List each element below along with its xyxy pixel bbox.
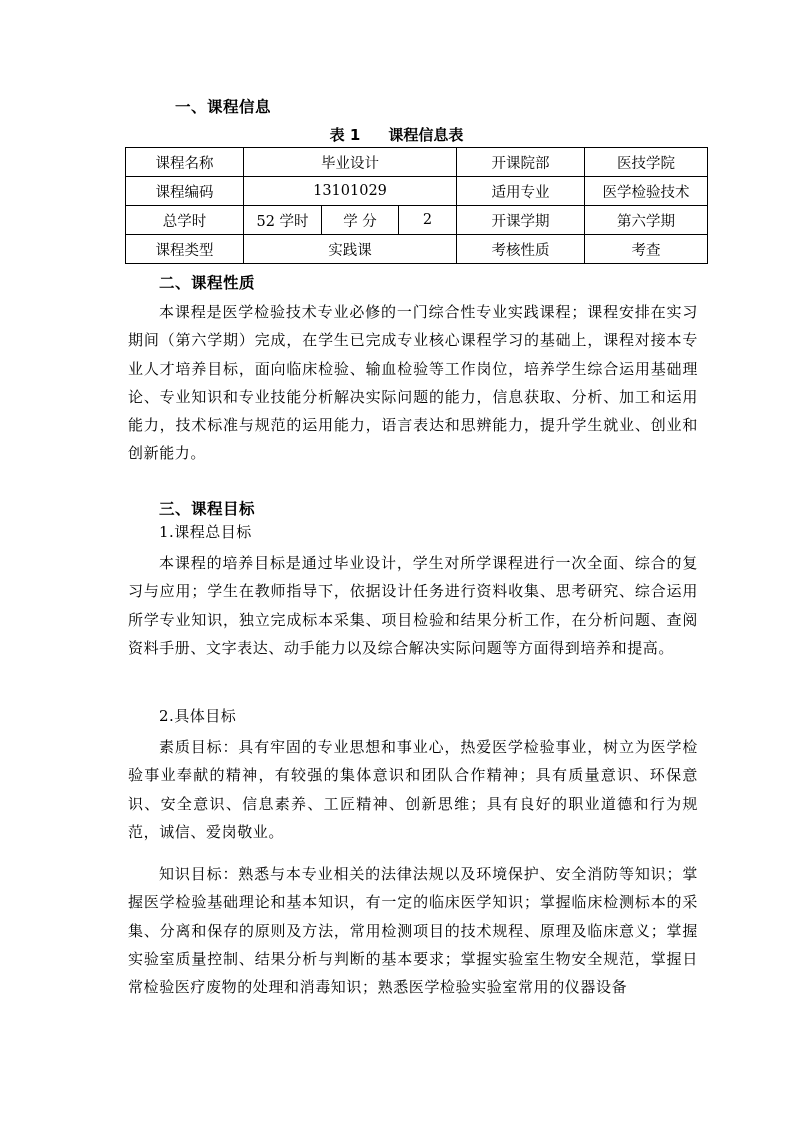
table-row (126, 148, 708, 177)
credits-label: 学 分 (322, 206, 399, 235)
table-row (126, 235, 708, 264)
course-name-value: 毕业设计 (244, 148, 457, 177)
section-heading-course-nature: 二、课程性质 (159, 274, 256, 292)
course-type-value: 实践课 (244, 235, 457, 264)
credits-value: 2 (399, 206, 457, 235)
course-type-label: 课程类型 (126, 235, 244, 264)
section-heading-course-info: 一、课程信息 (175, 98, 272, 116)
course-nature-paragraph: 本课程是医学检验技术专业必修的一门综合性专业实践课程；课程安排在实习期间（第六学期）完成，在学生已完成专业核心课程学习的基础上，课程对接本专业人才培养目标，面向临床检验、输血检验等工作岗位，培养学生综合运用基础理论、专业知识和专业技能分析解决实际问题的能力，信息获取、分析、加工和运用能力，技术标准与规范的运用能力，语言表达和思辨能力，提升学生就业、创业和创新能力。 (128, 303, 698, 463)
course-code-label: 课程编码 (126, 177, 244, 206)
semester-label: 开课学期 (457, 206, 585, 235)
section-heading-course-goals: 三、课程目标 (159, 500, 256, 518)
applicable-major-label: 适用专业 (457, 177, 585, 206)
table-caption (0, 124, 793, 145)
knowledge-goal-paragraph: 知识目标：熟悉与本专业相关的法律法规以及环境保护、安全消防等知识；掌握医学检验基础理论和基本知识，有一定的临床医学知识；掌握临床检测标本的采集、分离和保存的原则及方法，常用检测项目的技术规程、原理及临床意义；掌握实验室质量控制、结果分析与判断的基本要求；掌握实验室生物安全规范，掌握日常检验医疗废物的处理和消毒知识；熟悉医学检验实验室常用的仪器设备 (128, 865, 698, 997)
table-caption-title: 课程信息表 (388, 126, 464, 144)
table-row (126, 206, 708, 235)
quality-goal-paragraph: 素质目标：具有牢固的专业思想和事业心，热爱医学检验事业，树立为医学检验事业奉献的精神，有较强的集体意识和团队合作精神；具有质量意识、环保意识、安全意识、信息素养、工匠精神、创新思维；具有良好的职业道德和行为规范，诚信、爱岗敬业。 (128, 738, 698, 841)
semester-value: 第六学期 (585, 206, 708, 235)
applicable-major-value: 医学检验技术 (585, 177, 708, 206)
course-name-label: 课程名称 (126, 148, 244, 177)
total-hours-value: 52 学时 (244, 206, 322, 235)
assessment-type-label: 考核性质 (457, 235, 585, 264)
total-hours-label: 总学时 (126, 206, 244, 235)
department-value: 医技学院 (585, 148, 708, 177)
course-code-value: 13101029 (244, 177, 457, 206)
table-caption-number: 表 1 (329, 126, 361, 144)
overall-goal-paragraph: 本课程的培养目标是通过毕业设计，学生对所学课程进行一次全面、综合的复习与应用；学生在教师指导下，依据设计任务进行资料收集、思考研究、综合运用所学专业知识，独立完成标本采集、项目检验和结果分析工作，在分析问题、查阅资料手册、文字表达、动手能力以及综合解决实际问题等方面得到培养和提高。 (128, 554, 698, 657)
table-row (126, 177, 708, 206)
assessment-type-value: 考查 (585, 235, 708, 264)
course-info-table (125, 147, 708, 264)
overall-goal-heading: 1.课程总目标 (159, 523, 252, 541)
department-label: 开课院部 (457, 148, 585, 177)
specific-goals-heading: 2.具体目标 (159, 707, 237, 725)
